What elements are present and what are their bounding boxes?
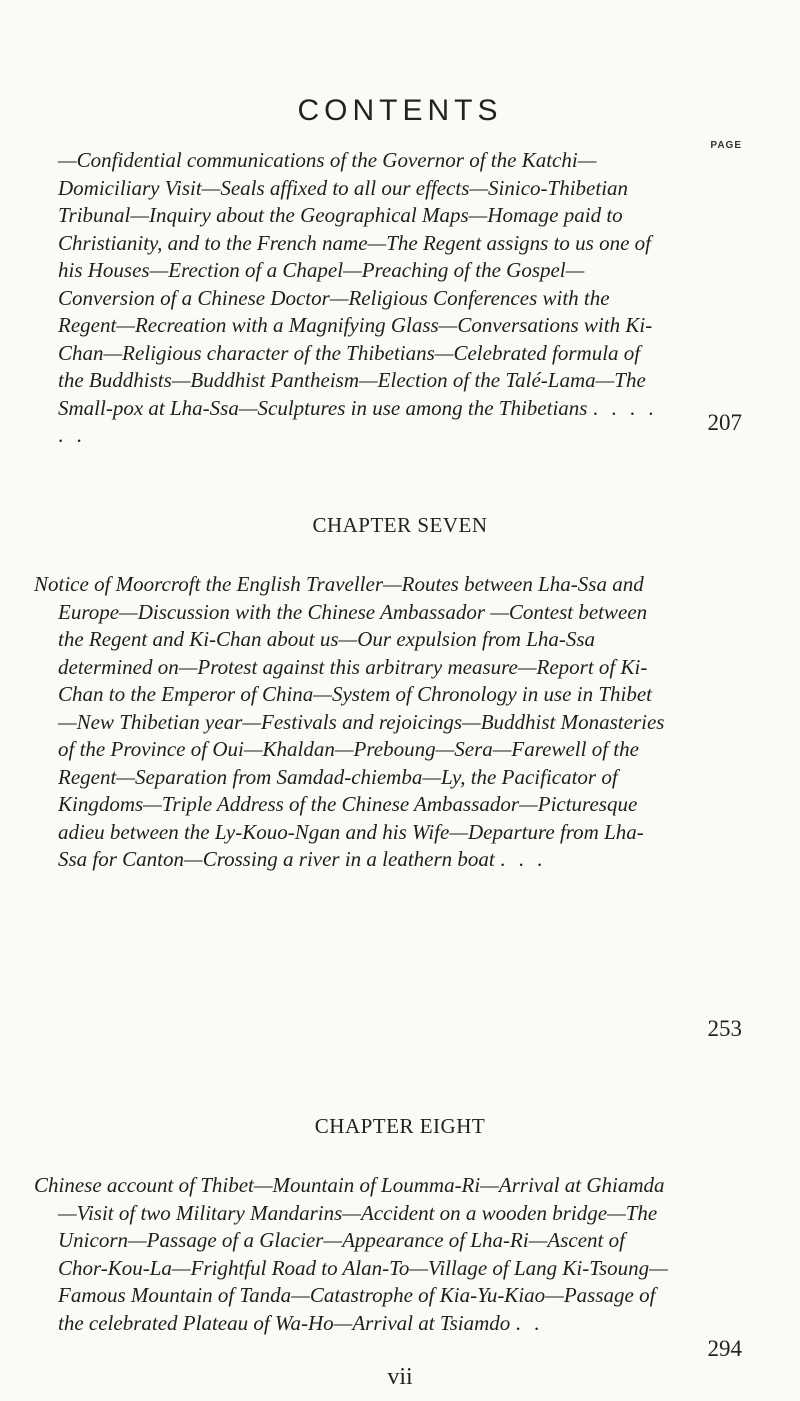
summary-text: Notice of Moorcroft the English Traveller—Routes between Lha-Ssa and Europe—Discussion with the Chinese Ambassador —Contest between the Regent and Ki-Chan about us—Our expulsion from Lha-Ssa determined on—Protest against this arbitrary measure—Report of Ki-Chan to the Emperor of China—System of Chronology in use in Thibet—New Thibetian year—Festivals and rejoicings—Buddhist Monasteries of the Province of Oui—Khaldan—Preboung—Sera—Farewell of the Regent—Separation from Samdad-chiemba—Ly, the Pacificator of Kingdoms—Triple Address of the Chinese Ambassador—Picturesque adieu between the Ly-Kouo-Ngan and his Wife—Departure from Lha-Ssa for Canton—Crossing a river in a leathern boat [34,572,665,871]
page-number: 294 [707,1336,742,1361]
page-title: CONTENTS [297,94,503,127]
folio-page-number: vii [387,1364,413,1390]
dot-leader: . . . . . . [58,395,658,447]
dot-leader: . . . [500,847,547,871]
summary-text: Chinese account of Thibet—Mountain of Loumma-Ri—Arrival at Ghiamda—Visit of two Military Mandarins—Accident on a wooden bridge—The Unicorn—Passage of a Glacier—Appearance of Lha-Ri—Ascent of Chor-Kou-La—Frightful Road to Alan-To—Village of Lang Ki-Tsoung—Famous Mountain of Tanda—Catastrophe of Kia-Yu-Kiao—Passage of the celebrated Plateau of Wa-Ho—Arrival at Tsiamdo [34,1173,668,1335]
chapter-heading: CHAPTER EIGHT [314,1114,486,1138]
page-number: 253 [707,1016,742,1041]
toc-entry-summary [34,571,670,874]
summary-text: —Confidential communications of the Governor of the Katchi—Domiciliary Visit—Seals affixed to all our effects—Sinico-Thibetian Tribunal—Inquiry about the Geographical Maps—Homage paid to Christianity, and to the French name—The Regent assigns to us one of his Houses—Erection of a Chapel—Preaching of the Gospel—Conversion of a Chinese Doctor—Religious Conferences with the Regent—Recreation with a Magnifying Glass—Conversations with Ki-Chan—Religious character of the Thibetians—Celebrated formula of the Buddhists—Buddhist Pantheism—Election of the Talé-Lama—The Small-pox at Lha-Ssa—Sculptures in use among the Thibetians [58,148,653,420]
toc-entry-summary [58,147,668,450]
chapter-heading: CHAPTER SEVEN [312,513,488,537]
page-number: 207 [707,410,742,435]
toc-entry-summary [34,1172,670,1337]
page-column-label: PAGE [710,140,742,151]
dot-leader: . . [515,1310,544,1335]
